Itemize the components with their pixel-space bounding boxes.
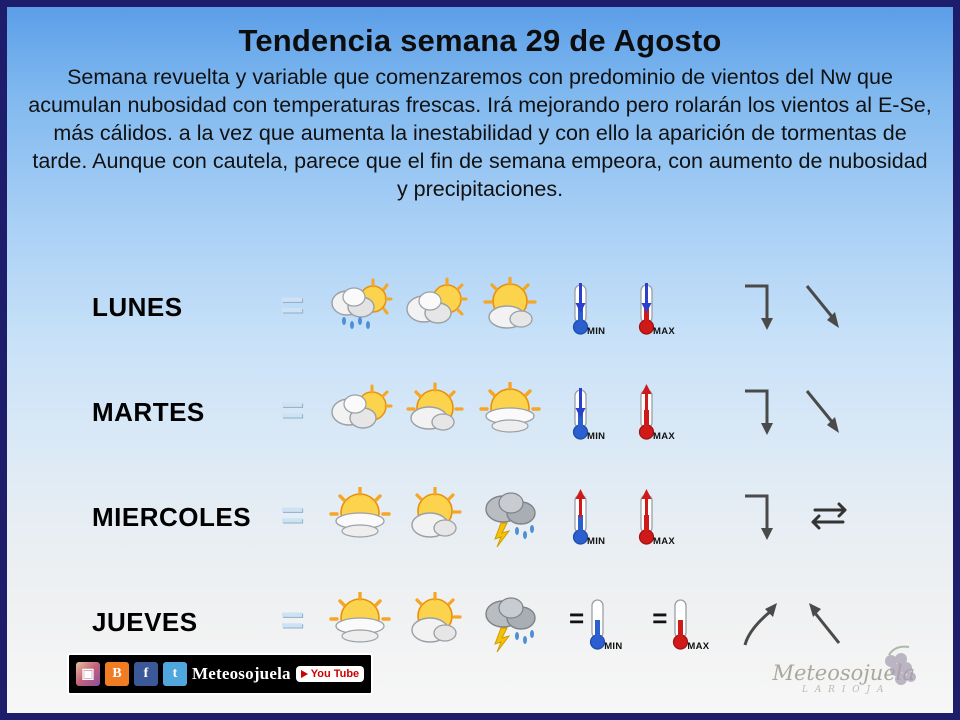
wind-arrow-down-left-icon	[737, 280, 783, 336]
thermometer-min	[569, 277, 611, 339]
sun-cloud-icon	[402, 592, 468, 654]
wind-arrows-miercoles	[737, 490, 847, 546]
wind-arrow-down-left-icon	[737, 385, 783, 441]
sun-cloud-icon	[477, 277, 543, 339]
brand-name: Meteosojuela	[192, 664, 291, 683]
instagram-icon[interactable]: ▣	[76, 662, 100, 686]
weather-icons-lunes	[327, 277, 557, 339]
thermometer-max	[635, 277, 677, 339]
wind-arrow-down-left-icon	[737, 490, 783, 546]
wind-arrows-lunes	[737, 280, 847, 336]
day-label-miercoles: MIERCOLES	[92, 502, 252, 532]
max-label: MAX	[687, 640, 710, 652]
min-label: MIN	[587, 535, 606, 547]
sun-cloud-icon	[402, 487, 468, 549]
max-equal-symbol: =	[652, 602, 668, 633]
weather-icons-martes	[327, 382, 557, 444]
min-equal-symbol: =	[569, 602, 585, 633]
youtube-label: You Tube	[310, 668, 360, 680]
wind-variable-icon	[801, 490, 847, 546]
page-title: Tendencia semana 29 de Agosto	[238, 23, 722, 58]
thermometer-max	[635, 487, 677, 549]
wind-arrow-up-right-icon	[737, 595, 783, 651]
sun-haze-icon	[477, 382, 543, 444]
day-label-jueves: JUEVES	[92, 607, 198, 637]
sun-haze-icon	[327, 487, 393, 549]
thermometer-min	[569, 487, 611, 549]
grapes-icon	[861, 643, 921, 691]
watermark-brand: Meteosojuela	[772, 661, 915, 685]
max-label: MAX	[653, 325, 676, 337]
thermometers-jueves	[569, 592, 719, 654]
cloud-sun-icon	[402, 277, 468, 339]
thermometer-max	[635, 382, 677, 444]
trend-symbol-jueves: =	[280, 597, 304, 642]
blogger-icon[interactable]: B	[105, 662, 129, 686]
facebook-icon[interactable]: f	[134, 662, 158, 686]
trend-symbol-miercoles: =	[280, 492, 304, 537]
sun-haze-icon	[327, 592, 393, 654]
watermark-region: L A R I O J A	[801, 685, 886, 695]
thermometer-max	[669, 592, 711, 654]
trend-symbol-martes: =	[280, 387, 304, 432]
cloud-sun-icon	[327, 382, 393, 444]
thermometers-martes	[569, 382, 719, 444]
wind-arrow-down-right-icon	[801, 280, 847, 336]
thermometer-min	[569, 382, 611, 444]
wind-arrows-jueves	[737, 595, 847, 651]
weather-icons-jueves	[327, 592, 557, 654]
forecast-rows	[7, 255, 953, 675]
wind-arrow-down-right-icon	[801, 385, 847, 441]
thermometers-miercoles	[569, 487, 719, 549]
max-label: MAX	[653, 430, 676, 442]
thermometer-min	[586, 592, 628, 654]
forecast-row-lunes	[7, 255, 953, 360]
forecast-row-miercoles	[7, 465, 953, 570]
youtube-icon[interactable]	[296, 666, 364, 682]
min-label: MIN	[604, 640, 623, 652]
min-label: MIN	[587, 430, 606, 442]
storm-rain-icon	[477, 592, 543, 654]
thermometers-lunes	[569, 277, 719, 339]
social-logo-bar[interactable]	[67, 653, 373, 695]
wind-arrow-up-left-icon	[801, 595, 847, 651]
forecast-summary-text: Semana revuelta y variable que comenzaremos con predominio de vientos del Nw que acumulan nubosidad con temperaturas frescas. Irá mejorando pero rolarán los vientos al E-Se, más cálidos. a la vez que aumenta la inestabilidad y con ello la aparición de tormentas de tarde. Aunque con cautela, parece que el fin de semana empeora, con aumento de nubosidad y precipitaciones.	[28, 65, 932, 201]
sun-cloud-icon	[402, 382, 468, 444]
max-label: MAX	[653, 535, 676, 547]
header	[7, 7, 953, 204]
forecast-row-martes	[7, 360, 953, 465]
cloud-rain-sun-icon	[327, 277, 393, 339]
min-label: MIN	[587, 325, 606, 337]
storm-rain-icon	[477, 487, 543, 549]
trend-symbol-lunes: =	[280, 282, 304, 327]
watermark	[772, 661, 915, 695]
twitter-icon[interactable]: t	[163, 662, 187, 686]
wind-arrows-martes	[737, 385, 847, 441]
weather-icons-miercoles	[327, 487, 557, 549]
day-label-lunes: LUNES	[92, 292, 183, 322]
day-label-martes: MARTES	[92, 397, 205, 427]
